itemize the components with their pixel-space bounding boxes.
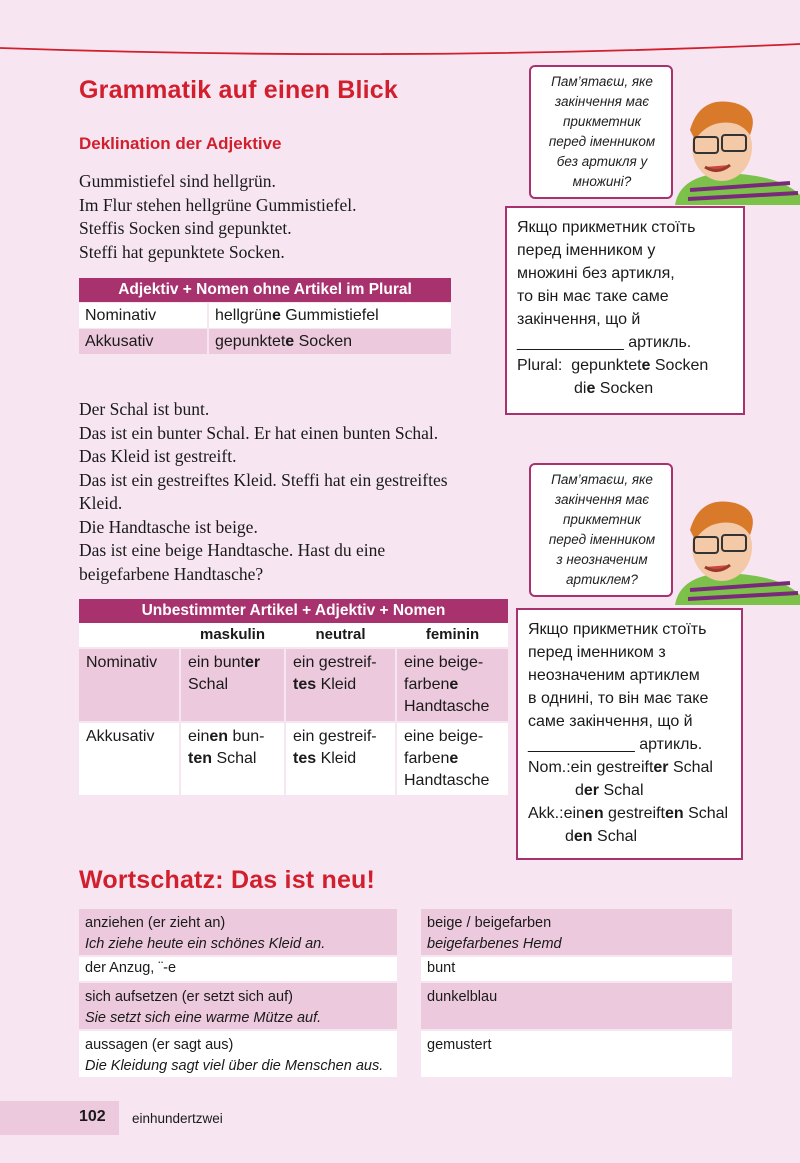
feminine-cell: eine beige- farbene Handtasche <box>397 649 508 721</box>
example-line: Das ist ein gestreiftes Kleid. Steffi hat ein gestreiftes <box>79 469 448 490</box>
example-line: Im Flur stehen hellgrüne Gummistiefel. <box>79 194 357 215</box>
vocab-list-left <box>79 909 397 1079</box>
page-number: 102 <box>79 1108 106 1125</box>
plural-table <box>79 278 451 354</box>
case-cell: Nominativ <box>79 303 207 328</box>
example-line: Das ist eine beige Handtasche. Hast du eine <box>79 540 386 560</box>
speech-bubble: Пам’ятаєш, яке закінчення має прикметник перед іменником з неозначеним артиклем? <box>529 463 673 597</box>
rule-note-box: Якщо прикметник стоїть перед іменником з неозначеним артиклем в однині, то він має таке саме закінчення, що й ____________ артикль. Nom.:ein gestreifter Schal der Schal Akk.:einen gestreiften Schal den Schal <box>516 608 743 860</box>
example-line: Steffis Socken sind gepunktet. <box>79 218 292 238</box>
column-header <box>79 623 179 647</box>
rule-note-box: Якщо прикметник стоїть перед іменником у множині без артикля, то він має таке саме закінчення, що й ____________ артикль. Plural: gepunktete Socken die Socken <box>505 206 745 415</box>
case-cell: Akkusativ <box>79 723 179 795</box>
table-row <box>79 329 451 354</box>
table-row <box>79 723 508 795</box>
table-row <box>79 303 451 328</box>
list-item: anziehen (er zieht an) Ich ziehe heute ein schönes Kleid an. <box>79 909 397 955</box>
list-item: bunt <box>421 957 732 981</box>
column-header: feminin <box>425 626 480 643</box>
plural-table-header: Adjektiv + Nomen ohne Artikel im Plural <box>79 278 451 302</box>
example-line: Der Schal ist bunt. <box>79 399 210 419</box>
masculine-cell: einen bun- ten Schal <box>181 723 284 795</box>
phrase-cell: gepunktete Socken <box>209 329 451 354</box>
top-rule <box>0 0 800 70</box>
section-subtitle: Deklination der Adjektive <box>79 134 282 153</box>
example-line: Das ist ein bunter Schal. Er hat einen bunten Schal. <box>79 422 439 443</box>
indefinite-article-table <box>79 599 508 795</box>
vocab-list-right <box>421 909 732 1079</box>
phrase-cell: hellgrüne Gummistiefel <box>209 303 451 328</box>
example-line: Steffi hat gepunktete Socken. <box>79 241 285 262</box>
indef-table-header: Unbestimmter Artikel + Adjektiv + Nomen <box>79 599 508 623</box>
list-item: der Anzug, ¨-e <box>79 957 397 981</box>
example-line: Kleid. <box>79 493 123 513</box>
table-row <box>79 649 508 721</box>
neuter-cell: ein gestreif- tes Kleid <box>286 649 395 721</box>
column-header: maskulin <box>199 626 266 643</box>
feminine-cell: eine beige- farbene Handtasche <box>397 723 508 795</box>
case-cell: Akkusativ <box>79 329 207 354</box>
gender-header-row <box>79 623 508 647</box>
list-item: dunkelblau <box>421 983 732 1029</box>
column-header: neutral <box>315 626 366 643</box>
masculine-cell: ein bunter Schal <box>181 649 284 721</box>
list-item: gemustert <box>421 1031 732 1077</box>
list-item: beige / beigefarben beigefarbenes Hemd <box>421 909 732 955</box>
list-item: sich aufsetzen (er setzt sich auf) Sie setzt sich eine warme Mütze auf. <box>79 983 397 1029</box>
example-line: beigefarbene Handtasche? <box>79 563 264 584</box>
case-cell: Nominativ <box>79 649 179 721</box>
ending: e <box>285 333 295 350</box>
ending: e <box>271 307 281 324</box>
example-text-singular <box>79 398 519 586</box>
neuter-cell: ein gestreif- tes Kleid <box>286 723 395 795</box>
speech-bubble: Пам’ятаєш, яке закінчення має прикметник перед іменником без артикля у множині? <box>529 65 673 199</box>
example-text-plural <box>79 170 509 264</box>
page-title: Grammatik auf einen Blick <box>79 76 399 104</box>
list-item: aussagen (er sagt aus) Die Kleidung sagt viel über die Menschen aus. <box>79 1031 397 1077</box>
example-line: Die Handtasche ist beige. <box>79 516 258 537</box>
example-line: Gummistiefel sind hellgrün. <box>79 171 276 191</box>
vocab-title: Wortschatz: Das ist neu! <box>79 866 376 894</box>
page-number-word: einhundertzwei <box>132 1111 223 1126</box>
example-line: Das Kleid ist gestreift. <box>79 446 237 466</box>
